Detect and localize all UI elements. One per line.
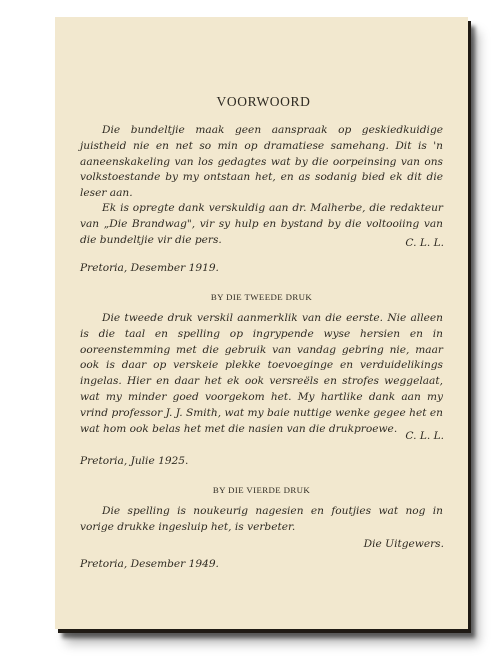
second-edition-paragraph xyxy=(80,311,443,437)
preface-paragraph-2-text: Ek is opregte dank verskuldig aan dr. Malherbe, die redakteur van „Die Brandwag", vir sy hulp en bystand by die voltooiing van die bundeltjie vir die pers. xyxy=(80,202,443,246)
preface-paragraph-2 xyxy=(80,201,443,248)
preface-place-date: Pretoria, Desember 1919. xyxy=(80,262,219,274)
second-edition-place-date: Pretoria, Julie 1925. xyxy=(80,455,189,467)
second-edition-paragraph-text: Die tweede druk verskil aanmerklik van die eerste. Nie alleen is die taal en spelling op ingrypende wyse hersien en in ooreenstemming met die gebruik van vandag gebring nie, maar ook is daar op verskeie plekke toevoeginge en verduidelikings ingelas. Hier en daar het ek ook versreëls en strofes weggelaat, wat my minder goed voorgekom het. My hartlike dank aan my vrind professor J. J. Smith, wat my baie nuttige wenke gegee het en wat hom ook belas het met die nasien van die drukproewe. xyxy=(80,312,443,435)
second-edition-signature: C. L. L. xyxy=(405,430,444,442)
preface-paragraph-1-text: Die bundeltjie maak geen aanspraak op geskiedkuidige juistheid nie en net so min op dramatiese samehang. Dit is 'n aaneenskakeling van los gedagtes wat by die oorpeinsing van ons volkstoestande by my ontstaan het, en as sodanig bied ek dit die leser aan. xyxy=(80,124,443,200)
fourth-edition-place-date: Pretoria, Desember 1949. xyxy=(80,558,219,570)
fourth-edition-heading: BY DIE VIERDE DRUK xyxy=(212,485,311,495)
fourth-edition-paragraph-text: Die spelling is noukeurig nagesien en foutjies wat nog in vorige drukke ingesluip het, is verbeter. xyxy=(80,505,443,533)
page-title: VOORWOORD xyxy=(216,94,311,109)
document-page xyxy=(55,17,468,629)
preface-paragraph-1 xyxy=(80,123,443,202)
fourth-edition-signature: Die Uitgewers. xyxy=(363,538,444,550)
second-edition-heading: BY DIE TWEEDE DRUK xyxy=(210,292,313,302)
fourth-edition-paragraph xyxy=(80,504,443,536)
preface-signature: C. L. L. xyxy=(405,237,444,249)
